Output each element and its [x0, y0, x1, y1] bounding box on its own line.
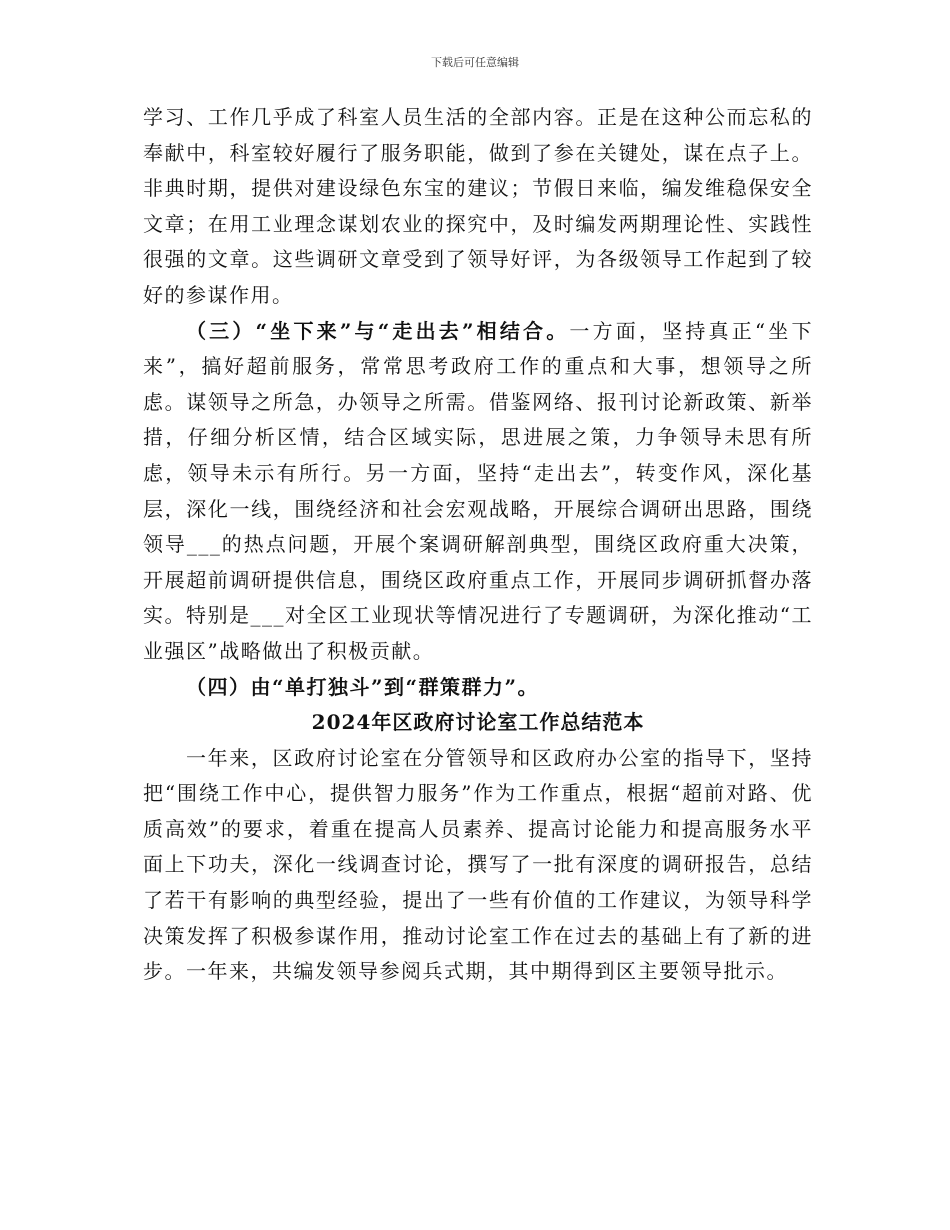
paragraph-4: 一年来，区政府讨论室在分管领导和区政府办公室的指导下，坚持把“围绕工作中心，提供智力服务”作为工作重点，根据“超前对路、优质高效”的要求，着重在提高人员素养、提高讨论能力和提高服务水平面上下功夫，深化一线调查讨论，撰写了一批有深度的调研报告，总结了若干有影响的典型经验，提出了一些有价值的工作建议，为领导科学决策发挥了积极参谋作用，推动讨论室工作在过去的基础上有了新的进步。一年来，共编发领导参阅兵式期，其中期得到区主要领导批示。 — [143, 745, 813, 984]
page-header-note: 下载后可任意编辑 — [431, 56, 519, 69]
paragraph-1: 学习、工作几乎成了科室人员生活的全部内容。正是在这种公而忘私的奉献中，科室较好履行了服务职能，做到了参在关键处，谋在点子上。非典时期，提供对建设绿色东宝的建议；节假日来临，编发维稳保安全文章；在用工业理念谋划农业的探究中，及时编发两期理论性、实践性很强的文章。这些调研文章受到了领导好评，为各级领导工作起到了较好的参谋作用。 — [143, 105, 813, 307]
section-heading-3: （三）“坐下来”与“走出去”相结合。 — [186, 318, 570, 343]
paragraph-2 — [143, 314, 813, 670]
document-body — [143, 100, 813, 990]
section-heading-4: （四）由“单打独斗”到“群策群力”。 — [186, 674, 540, 699]
paragraph-3 — [143, 670, 813, 706]
paragraph-2-text: 一方面，坚持真正“坐下来”，搞好超前服务，常常思考政府工作的重点和大事，想领导之所虑。谋领导之所急，办领导之所需。借鉴网络、报刊讨论新政策、新举措，仔细分析区情，结合区域实际，思进展之策，力争领导未思有所虑，领导未示有所行。另一方面，坚持“走出去”，转变作风，深化基层，深化一线，围绕经济和社会宏观战略，开展综合调研出思路，围绕领导___的热点问题，开展个案调研解剖典型，围绕区政府重大决策，开展超前调研提供信息，围绕区政府重点工作，开展同步调研抓督办落实。特别是___对全区工业现状等情况进行了专题调研，为深化推动“工业强区”战略做出了积极贡献。 — [143, 318, 813, 663]
document-title: 2024年区政府讨论室工作总结范本 — [311, 710, 645, 735]
